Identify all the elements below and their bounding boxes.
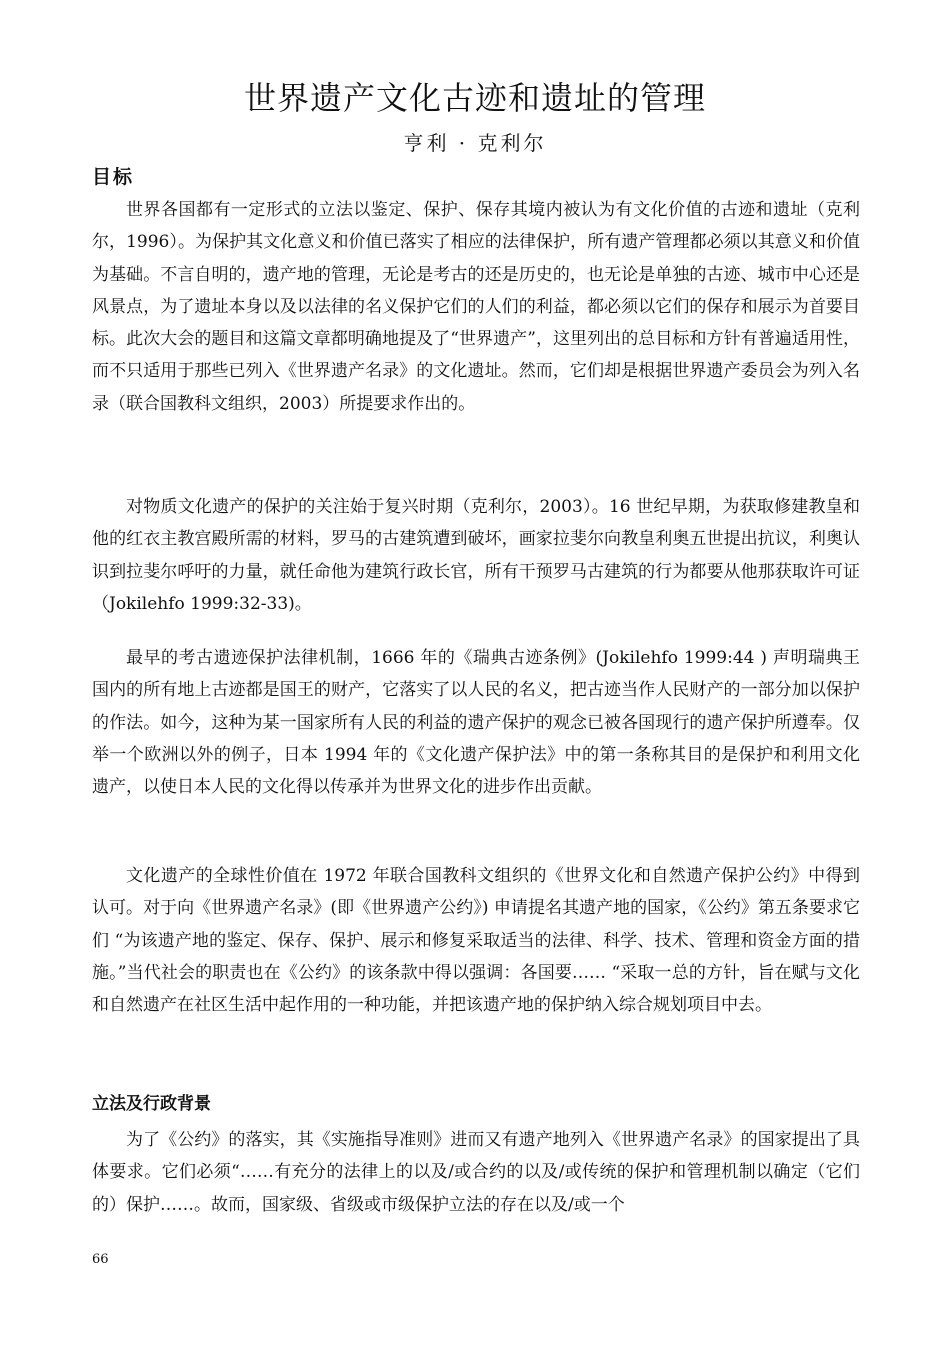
body-paragraph: 最早的考古遗迹保护法律机制，1666 年的《瑞典古迹条例》(Jokilehfo 1999:44 ) 声明瑞典王国内的所有地上古迹都是国王的财产，它落实了以人民的名义，把古迹当作人民财产的一部分加以保护的作法。如今，这种为某一国家所有人民的利益的遗产保护的观念已被各国现行的遗产保护所遵奉。仅举一个欧洲以外的例子，日本 1994 年的《文化遗产保护法》中的第一条称其目的是保护和利用文化遗产，以使日本人民的文化得以传承并为世界文化的进步作出贡献。 bbox=[92, 648, 860, 798]
paragraph-block bbox=[92, 1124, 860, 1221]
paragraph-block bbox=[92, 491, 860, 620]
author-name: 亨利 · 克利尔 bbox=[403, 131, 547, 155]
section-heading-goal: 目标 bbox=[92, 166, 135, 188]
body-paragraph: 世界各国都有一定形式的立法以鉴定、保护、保存其境内被认为有文化价值的古迹和遗址（克利尔，1996）。为保护其文化意义和价值已落实了相应的法律保护，所有遗产管理都必须以其意义和价值为基础。不言自明的，遗产地的管理，无论是考古的还是历史的，也无论是单独的古迹、城市中心还是风景点，为了遗址本身以及以法律的名义保护它们的人们的利益，都必须以它们的保存和展示为首要目标。此次大会的题目和这篇文章都明确地提及了“世界遗产”，这里列出的总目标和方针有普遍适用性，而不只适用于那些已列入《世界遗产名录》的文化遗址。然而，它们却是根据世界遗产委员会为列入名录（联合国教科文组织，2003）所提要求作出的。 bbox=[92, 200, 860, 414]
page-title: 世界遗产文化古迹和遗址的管理 bbox=[243, 79, 706, 117]
page-number: 66 bbox=[92, 1252, 109, 1267]
section-heading-legal: 立法及行政背景 bbox=[92, 1094, 211, 1114]
body-paragraph: 对物质文化遗产的保护的关注始于复兴时期（克利尔，2003）。16 世纪早期，为获取修建教皇和他的红衣主教宫殿所需的材料，罗马的古建筑遭到破坏，画家拉斐尔向教皇利奥五世提出抗议，利奥认识到拉斐尔呼吁的力量，就任命他为建筑行政长官，所有干预罗马古建筑的行为都要从他那获取许可证（Jokilehfo 1999:32-33)。 bbox=[92, 497, 860, 614]
paragraph-block bbox=[92, 642, 860, 803]
body-paragraph: 为了《公约》的落实，其《实施指导准则》进而又有遗产地列入《世界遗产名录》的国家提出了具体要求。它们必须“……有充分的法律上的以及/或合约的以及/或传统的保护和管理机制以确定（它们的）保护……。故而，国家级、省级或市级保护立法的存在以及/或一个 bbox=[92, 1130, 860, 1215]
paragraph-block bbox=[92, 860, 860, 1021]
paragraph-block bbox=[92, 194, 860, 420]
body-paragraph: 文化遗产的全球性价值在 1972 年联合国教科文组织的《世界文化和自然遗产保护公约》中得到认可。对于向《世界遗产名录》(即《世界遗产公约》) 申请提名其遗产地的国家，《公约》第五条要求它们 “为该遗产地的鉴定、保存、保护、展示和修复采取适当的法律、科学、技术、管理和资金方面的措施。”当代社会的职责也在《公约》的该条款中得以强调：各国要…… “采取一总的方针，旨在赋与文化和自然遗产在社区生活中起作用的一种功能，并把该遗产地的保护纳入综合规划项目中去。 bbox=[92, 866, 860, 1016]
